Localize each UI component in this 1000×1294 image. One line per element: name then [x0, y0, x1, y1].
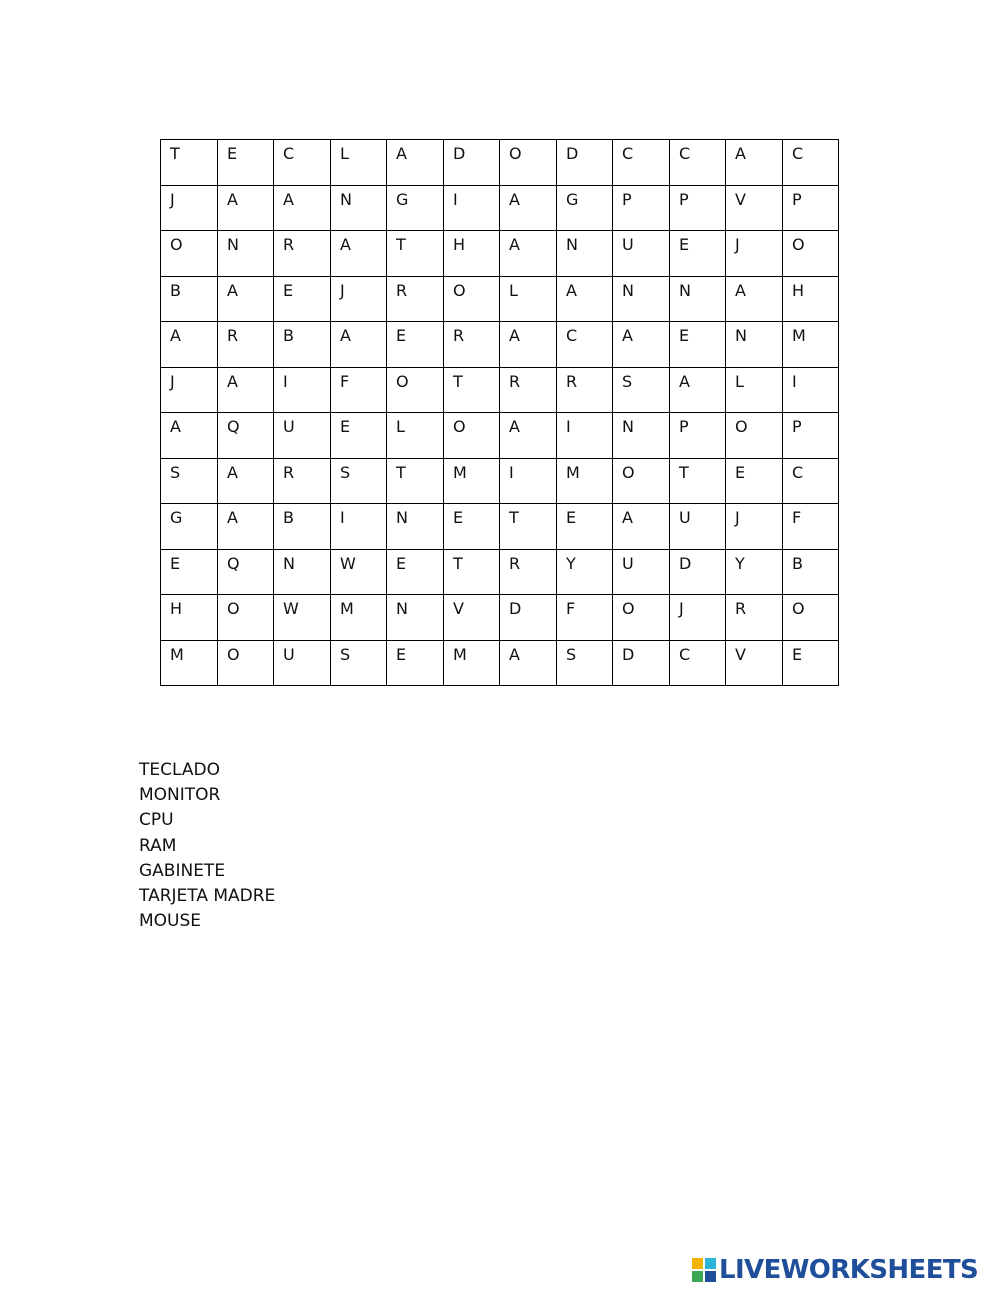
grid-cell: A	[331, 322, 387, 368]
grid-cell: N	[613, 276, 670, 322]
grid-cell: F	[331, 367, 387, 413]
grid-cell: O	[500, 140, 557, 186]
word-list	[139, 758, 275, 934]
liveworksheets-logo-icon	[692, 1258, 716, 1282]
grid-cell: A	[331, 231, 387, 277]
grid-cell: V	[444, 595, 500, 641]
grid-cell: O	[783, 595, 839, 641]
grid-cell: B	[783, 549, 839, 595]
grid-cell: R	[274, 231, 331, 277]
grid-cell: T	[670, 458, 726, 504]
grid-cell: A	[218, 276, 274, 322]
grid-cell: P	[670, 413, 726, 459]
grid-cell: C	[557, 322, 613, 368]
grid-cell: O	[218, 640, 274, 686]
grid-cell: C	[274, 140, 331, 186]
grid-cell: N	[670, 276, 726, 322]
grid-cell: S	[613, 367, 670, 413]
grid-row	[161, 458, 839, 504]
grid-cell: P	[613, 185, 670, 231]
grid-cell: L	[387, 413, 444, 459]
grid-cell: M	[557, 458, 613, 504]
grid-cell: I	[444, 185, 500, 231]
grid-cell: R	[274, 458, 331, 504]
grid-cell: A	[387, 140, 444, 186]
grid-cell: O	[444, 413, 500, 459]
grid-cell: L	[331, 140, 387, 186]
grid-cell: J	[726, 504, 783, 550]
grid-cell: D	[557, 140, 613, 186]
grid-cell: J	[161, 185, 218, 231]
grid-cell: E	[783, 640, 839, 686]
grid-cell: O	[613, 595, 670, 641]
grid-cell: T	[444, 367, 500, 413]
grid-cell: J	[726, 231, 783, 277]
grid-cell: R	[500, 367, 557, 413]
grid-cell: E	[387, 640, 444, 686]
word-list-item: TECLADO	[139, 760, 220, 780]
grid-row	[161, 140, 839, 186]
grid-cell: I	[274, 367, 331, 413]
grid-cell: A	[500, 322, 557, 368]
grid-cell: C	[670, 640, 726, 686]
grid-cell: M	[161, 640, 218, 686]
grid-cell: T	[444, 549, 500, 595]
grid-cell: B	[274, 504, 331, 550]
grid-cell: A	[500, 413, 557, 459]
grid-cell: A	[670, 367, 726, 413]
grid-cell: R	[726, 595, 783, 641]
grid-cell: O	[444, 276, 500, 322]
grid-cell: M	[331, 595, 387, 641]
grid-cell: A	[274, 185, 331, 231]
grid-cell: U	[613, 549, 670, 595]
grid-cell: R	[500, 549, 557, 595]
grid-cell: W	[274, 595, 331, 641]
grid-cell: G	[387, 185, 444, 231]
grid-cell: N	[613, 413, 670, 459]
grid-cell: N	[387, 504, 444, 550]
grid-cell: Q	[218, 549, 274, 595]
grid-cell: D	[670, 549, 726, 595]
grid-cell: Y	[557, 549, 613, 595]
word-list-item: MONITOR	[139, 785, 221, 806]
grid-cell: A	[500, 231, 557, 277]
grid-cell: O	[613, 458, 670, 504]
grid-row	[161, 322, 839, 368]
grid-cell: A	[500, 640, 557, 686]
grid-cell: B	[161, 276, 218, 322]
word-search-grid	[160, 139, 839, 686]
grid-row	[161, 185, 839, 231]
grid-row	[161, 413, 839, 459]
brand-name: LIVEWORKSHEETS	[719, 1255, 979, 1285]
grid-cell: G	[557, 185, 613, 231]
grid-cell: O	[387, 367, 444, 413]
grid-cell: A	[218, 458, 274, 504]
grid-cell: E	[557, 504, 613, 550]
grid-cell: Y	[726, 549, 783, 595]
grid-cell: A	[218, 504, 274, 550]
grid-cell: C	[783, 140, 839, 186]
grid-cell: M	[444, 640, 500, 686]
grid-row	[161, 640, 839, 686]
grid-cell: F	[783, 504, 839, 550]
grid-cell: A	[726, 276, 783, 322]
grid-cell: R	[387, 276, 444, 322]
word-list-item: CPU	[139, 810, 174, 831]
grid-row	[161, 549, 839, 595]
grid-cell: U	[613, 231, 670, 277]
grid-cell: E	[218, 140, 274, 186]
grid-cell: W	[331, 549, 387, 595]
grid-cell: U	[670, 504, 726, 550]
grid-cell: V	[726, 640, 783, 686]
grid-cell: G	[161, 504, 218, 550]
grid-cell: A	[613, 322, 670, 368]
grid-cell: J	[161, 367, 218, 413]
grid-cell: J	[670, 595, 726, 641]
grid-cell: E	[670, 322, 726, 368]
grid-cell: N	[726, 322, 783, 368]
grid-cell: S	[161, 458, 218, 504]
grid-cell: E	[161, 549, 218, 595]
grid-cell: E	[726, 458, 783, 504]
grid-cell: N	[557, 231, 613, 277]
grid-cell: A	[161, 322, 218, 368]
grid-row	[161, 276, 839, 322]
grid-cell: O	[161, 231, 218, 277]
grid-cell: A	[218, 367, 274, 413]
grid-cell: E	[444, 504, 500, 550]
grid-cell: I	[783, 367, 839, 413]
word-list-item: TARJETA MADRE	[139, 885, 276, 906]
grid-cell: E	[670, 231, 726, 277]
grid-cell: N	[331, 185, 387, 231]
grid-row	[161, 595, 839, 641]
grid-cell: I	[557, 413, 613, 459]
grid-cell: T	[161, 140, 218, 186]
grid-cell: C	[783, 458, 839, 504]
grid-cell: O	[783, 231, 839, 277]
grid-cell: I	[500, 458, 557, 504]
grid-cell: R	[557, 367, 613, 413]
grid-cell: U	[274, 413, 331, 459]
grid-cell: E	[387, 322, 444, 368]
grid-cell: M	[783, 322, 839, 368]
grid-cell: O	[726, 413, 783, 459]
grid-cell: S	[557, 640, 613, 686]
grid-cell: J	[331, 276, 387, 322]
grid-cell: A	[557, 276, 613, 322]
grid-cell: V	[726, 185, 783, 231]
grid-row	[161, 231, 839, 277]
grid-cell: N	[218, 231, 274, 277]
brand-footer	[692, 1256, 978, 1284]
word-list-item: GABINETE	[139, 860, 226, 881]
word-list-item: RAM	[139, 835, 177, 856]
grid-cell: D	[500, 595, 557, 641]
grid-cell: A	[161, 413, 218, 459]
grid-row	[161, 504, 839, 550]
grid-cell: C	[613, 140, 670, 186]
grid-cell: R	[218, 322, 274, 368]
grid-cell: N	[387, 595, 444, 641]
grid-cell: O	[218, 595, 274, 641]
grid-cell: R	[444, 322, 500, 368]
grid-cell: S	[331, 458, 387, 504]
grid-cell: E	[387, 549, 444, 595]
grid-cell: F	[557, 595, 613, 641]
grid-cell: A	[726, 140, 783, 186]
grid-cell: P	[783, 185, 839, 231]
grid-cell: U	[274, 640, 331, 686]
grid-cell: E	[331, 413, 387, 459]
grid-cell: A	[500, 185, 557, 231]
grid-cell: T	[500, 504, 557, 550]
grid-cell: I	[331, 504, 387, 550]
grid-cell: B	[274, 322, 331, 368]
grid-cell: D	[613, 640, 670, 686]
grid-row	[161, 367, 839, 413]
grid-cell: M	[444, 458, 500, 504]
grid-cell: P	[783, 413, 839, 459]
grid-cell: A	[613, 504, 670, 550]
grid-cell: E	[274, 276, 331, 322]
grid-cell: L	[726, 367, 783, 413]
grid-cell: A	[218, 185, 274, 231]
grid-cell: H	[444, 231, 500, 277]
grid-cell: C	[670, 140, 726, 186]
grid-cell: L	[500, 276, 557, 322]
grid-cell: T	[387, 458, 444, 504]
grid-cell: N	[274, 549, 331, 595]
grid-cell: H	[161, 595, 218, 641]
grid-cell: T	[387, 231, 444, 277]
grid-cell: Q	[218, 413, 274, 459]
grid-cell: D	[444, 140, 500, 186]
grid-cell: S	[331, 640, 387, 686]
grid-cell: P	[670, 185, 726, 231]
word-list-item: MOUSE	[139, 911, 202, 932]
grid-cell: H	[783, 276, 839, 322]
